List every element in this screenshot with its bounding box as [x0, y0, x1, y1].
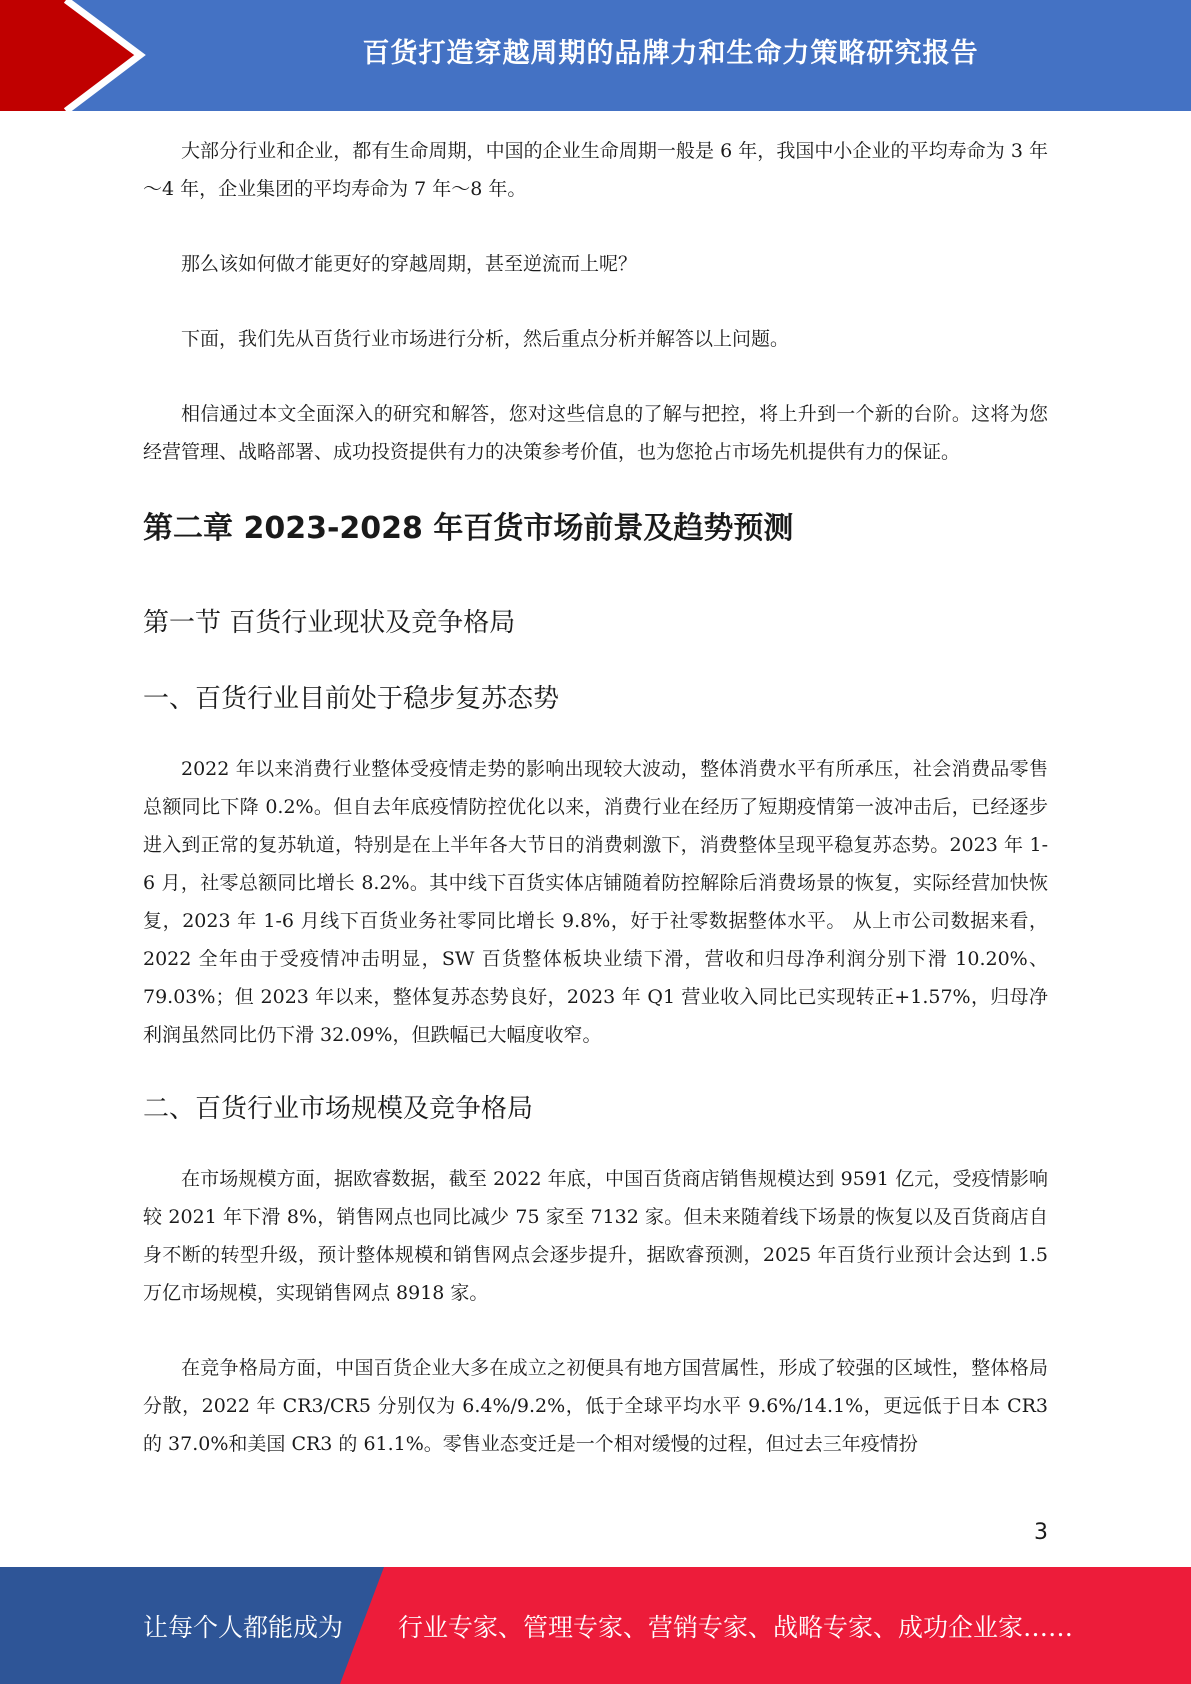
footer-slogan-left: 让每个人都能成为	[143, 1612, 344, 1642]
page-footer	[0, 1567, 1191, 1684]
intro-paragraph: 相信通过本文全面深入的研究和解答，您对这些信息的了解与把控，将上升到一个新的台阶。这将为您经营管理、战略部署、成功投资提供有力的决策参考价值，也为您抢占市场先机提供有力的保证。	[143, 403, 1048, 463]
document-body	[143, 132, 1048, 1500]
intro-paragraph: 那么该如何做才能更好的穿越周期，甚至逆流而上呢？	[181, 253, 638, 275]
body-paragraph: 在市场规模方面，据欧睿数据，截至 2022 年底，中国百货商店销售规模达到 9591 亿元，受疫情影响较 2021 年下滑 8%，销售网点也同比减少 75 家至 7132 家。但未来随着线下场景的恢复以及百货商店自身不断的转型升级，预计整体规模和销售网点会逐步提升，据欧睿预测，2025 年百货行业预计会达到 1.5 万亿市场规模，实现销售网点 8918 家。	[143, 1168, 1048, 1304]
body-paragraph: 在竞争格局方面，中国百货企业大多在成立之初便具有地方国营属性，形成了较强的区域性，整体格局分散，2022 年 CR3/CR5 分别仅为 6.4%/9.2%，低于全球平均水平 9.6%/14.1%，更远低于日本 CR3 的 37.0%和美国 CR3 的 61.1%。零售业态变迁是一个相对缓慢的过程，但过去三年疫情扮	[143, 1357, 1048, 1455]
page-header	[0, 0, 1191, 111]
footer-slogan-right: 行业专家、管理专家、营销专家、战略专家、成功企业家……	[398, 1612, 1074, 1642]
subsection-heading: 二、百货行业市场规模及竞争格局	[143, 1094, 534, 1124]
subsection-heading: 一、百货行业目前处于稳步复苏态势	[143, 684, 560, 714]
chapter-heading: 第二章 2023-2028 年百货市场前景及趋势预测	[143, 511, 794, 546]
intro-paragraph: 大部分行业和企业，都有生命周期，中国的企业生命周期一般是 6 年，我国中小企业的平均寿命为 3 年～4 年，企业集团的平均寿命为 7 年～8 年。	[143, 140, 1048, 200]
page-number: 3	[1034, 1520, 1048, 1545]
intro-paragraph: 下面，我们先从百货行业市场进行分析，然后重点分析并解答以上问题。	[181, 328, 790, 350]
body-paragraph: 2022 年以来消费行业整体受疫情走势的影响出现较大波动，整体消费水平有所承压，社会消费品零售总额同比下降 0.2%。但自去年底疫情防控优化以来，消费行业在经历了短期疫情第一波冲击后，已经逐步进入到正常的复苏轨道，特别是在上半年各大节日的消费刺激下，消费整体呈现平稳复苏态势。2023 年 1-6 月，社零总额同比增长 8.2%。其中线下百货实体店铺随着防控解除后消费场景的恢复，实际经营加快恢复，2023 年 1-6 月线下百货业务社零同比增长 9.8%，好于社零数据整体水平。 从上市公司数据来看，2022 全年由于受疫情冲击明显，SW 百货整体板块业绩下滑，营收和归母净利润分别下滑 10.20%、79.03%；但 2023 年以来，整体复苏态势良好，2023 年 Q1 营业收入同比已实现转正+1.57%，归母净利润虽然同比仍下滑 32.09%，但跌幅已大幅度收窄。	[143, 758, 1048, 1046]
header-title: 百货打造穿越周期的品牌力和生命力策略研究报告	[362, 37, 979, 69]
section-heading: 第一节 百货行业现状及竞争格局	[143, 608, 516, 638]
